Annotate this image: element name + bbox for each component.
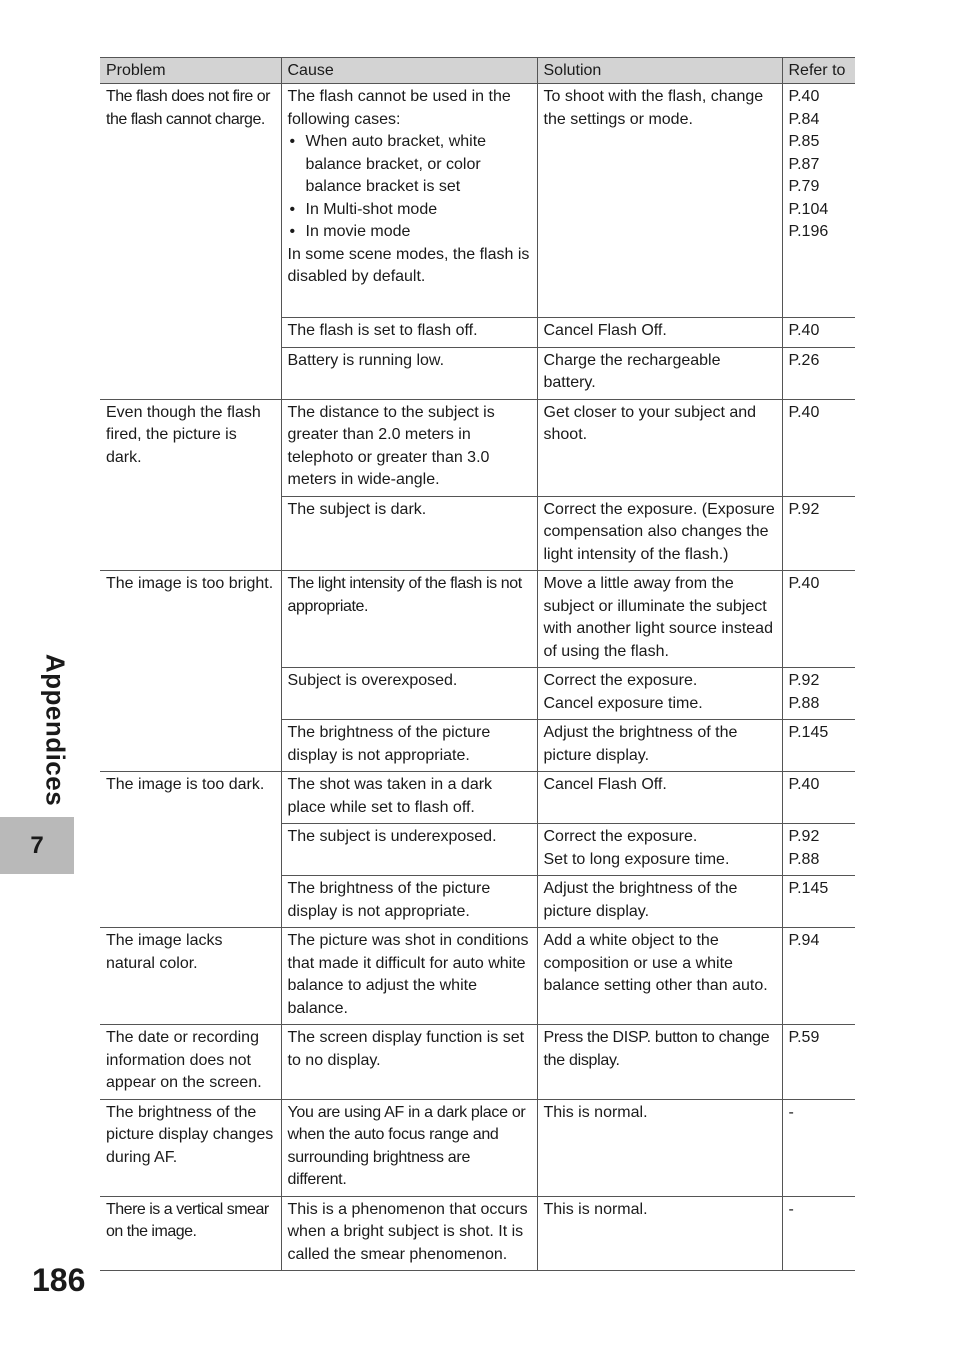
solution-cell: Cancel Flash Off. (537, 772, 782, 824)
cause-cell: Battery is running low. (281, 347, 537, 399)
table-row (100, 399, 855, 496)
table-row (100, 84, 855, 318)
problem-cell: The date or recording information does not appear on the screen. (100, 1025, 281, 1100)
chapter-number: 7 (30, 831, 44, 859)
table-row (100, 1025, 855, 1100)
solution-cell: Adjust the brightness of the picture display. (537, 876, 782, 928)
solution-cell: To shoot with the flash, change the settings or mode. (537, 84, 782, 318)
header-solution: Solution (537, 58, 782, 84)
solution-cell: This is normal. (537, 1196, 782, 1271)
refer-cell: P.59 (782, 1025, 855, 1100)
troubleshooting-table (100, 57, 855, 1271)
cause-cell: The subject is dark. (281, 496, 537, 571)
solution-cell: Add a white object to the composition or use a white balance setting other than auto. (537, 928, 782, 1025)
refer-cell: P.145 (782, 720, 855, 772)
table-row (100, 1099, 855, 1196)
solution-cell: Correct the exposure. Cancel exposure time. (537, 668, 782, 720)
section-side-label (36, 655, 74, 805)
cause-cell: The screen display function is set to no display. (281, 1025, 537, 1100)
cause-bullet-list (288, 131, 531, 244)
problem-cell: The flash does not fire or the flash cannot charge. (100, 84, 281, 400)
refer-cell: P.26 (782, 347, 855, 399)
table-row (100, 1196, 855, 1271)
table-row (100, 772, 855, 824)
refer-cell: P.92 P.88 (782, 668, 855, 720)
page-number: 186 (32, 1262, 86, 1298)
cause-cell: The light intensity of the flash is not appropriate. (281, 571, 537, 668)
refer-cell: P.92 P.88 (782, 824, 855, 876)
refer-cell: P.40 P.84 P.85 P.87 P.79 P.104 P.196 (782, 84, 855, 318)
solution-cell: Cancel Flash Off. (537, 318, 782, 348)
cause-cell: The brightness of the picture display is not appropriate. (281, 720, 537, 772)
solution-cell: Press the DISP. button to change the display. (537, 1025, 782, 1100)
cause-cell: You are using AF in a dark place or when the auto focus range and surrounding brightness are different. (281, 1099, 537, 1196)
problem-cell: There is a vertical smear on the image. (100, 1196, 281, 1271)
header-problem: Problem (100, 58, 281, 84)
refer-cell: - (782, 1196, 855, 1271)
solution-cell: Move a little away from the subject or illuminate the subject with another light source instead of using the flash. (537, 571, 782, 668)
problem-cell: Even though the flash fired, the picture is dark. (100, 399, 281, 571)
table-row (100, 928, 855, 1025)
cause-cell: The shot was taken in a dark place while set to flash off. (281, 772, 537, 824)
cause-cell: The brightness of the picture display is not appropriate. (281, 876, 537, 928)
refer-cell: P.40 (782, 772, 855, 824)
header-refer-to: Refer to (782, 58, 855, 84)
cause-cell (281, 84, 537, 318)
solution-cell: Adjust the brightness of the picture display. (537, 720, 782, 772)
problem-cell: The image lacks natural color. (100, 928, 281, 1025)
problem-cell: The image is too bright. (100, 571, 281, 772)
list-item: • In Multi-shot mode (288, 199, 531, 222)
list-item: • When auto bracket, white balance bracket, or color balance bracket is set (288, 131, 531, 199)
cause-cell: This is a phenomenon that occurs when a bright subject is shot. It is called the smear phenomenon. (281, 1196, 537, 1271)
cause-cell: Subject is overexposed. (281, 668, 537, 720)
solution-cell: Correct the exposure. Set to long exposure time. (537, 824, 782, 876)
refer-cell: P.40 (782, 571, 855, 668)
section-side-label-text: Appendices (40, 653, 71, 807)
refer-cell: P.94 (782, 928, 855, 1025)
solution-cell: Correct the exposure. (Exposure compensation also changes the light intensity of the flash.) (537, 496, 782, 571)
problem-cell: The image is too dark. (100, 772, 281, 928)
refer-cell: P.40 (782, 399, 855, 496)
refer-cell: - (782, 1099, 855, 1196)
cause-outro: In some scene modes, the flash is disabled by default. (287, 245, 530, 285)
header-cause: Cause (281, 58, 537, 84)
chapter-tab (0, 817, 74, 874)
list-item: • In movie mode (288, 221, 531, 244)
cause-cell: The flash is set to flash off. (281, 318, 537, 348)
refer-cell: P.145 (782, 876, 855, 928)
solution-cell: Charge the rechargeable battery. (537, 347, 782, 399)
cause-cell: The distance to the subject is greater than 2.0 meters in telephoto or greater than 3.0 meters in wide-angle. (281, 399, 537, 496)
cause-intro: The flash cannot be used in the following cases: (287, 88, 511, 128)
solution-cell: This is normal. (537, 1099, 782, 1196)
refer-cell: P.40 (782, 318, 855, 348)
table-header-row (100, 58, 855, 84)
problem-cell: The brightness of the picture display changes during AF. (100, 1099, 281, 1196)
cause-cell: The subject is underexposed. (281, 824, 537, 876)
refer-cell: P.92 (782, 496, 855, 571)
cause-cell: The picture was shot in conditions that made it difficult for auto white balance to adjust the white balance. (281, 928, 537, 1025)
solution-cell: Get closer to your subject and shoot. (537, 399, 782, 496)
table-row (100, 571, 855, 668)
